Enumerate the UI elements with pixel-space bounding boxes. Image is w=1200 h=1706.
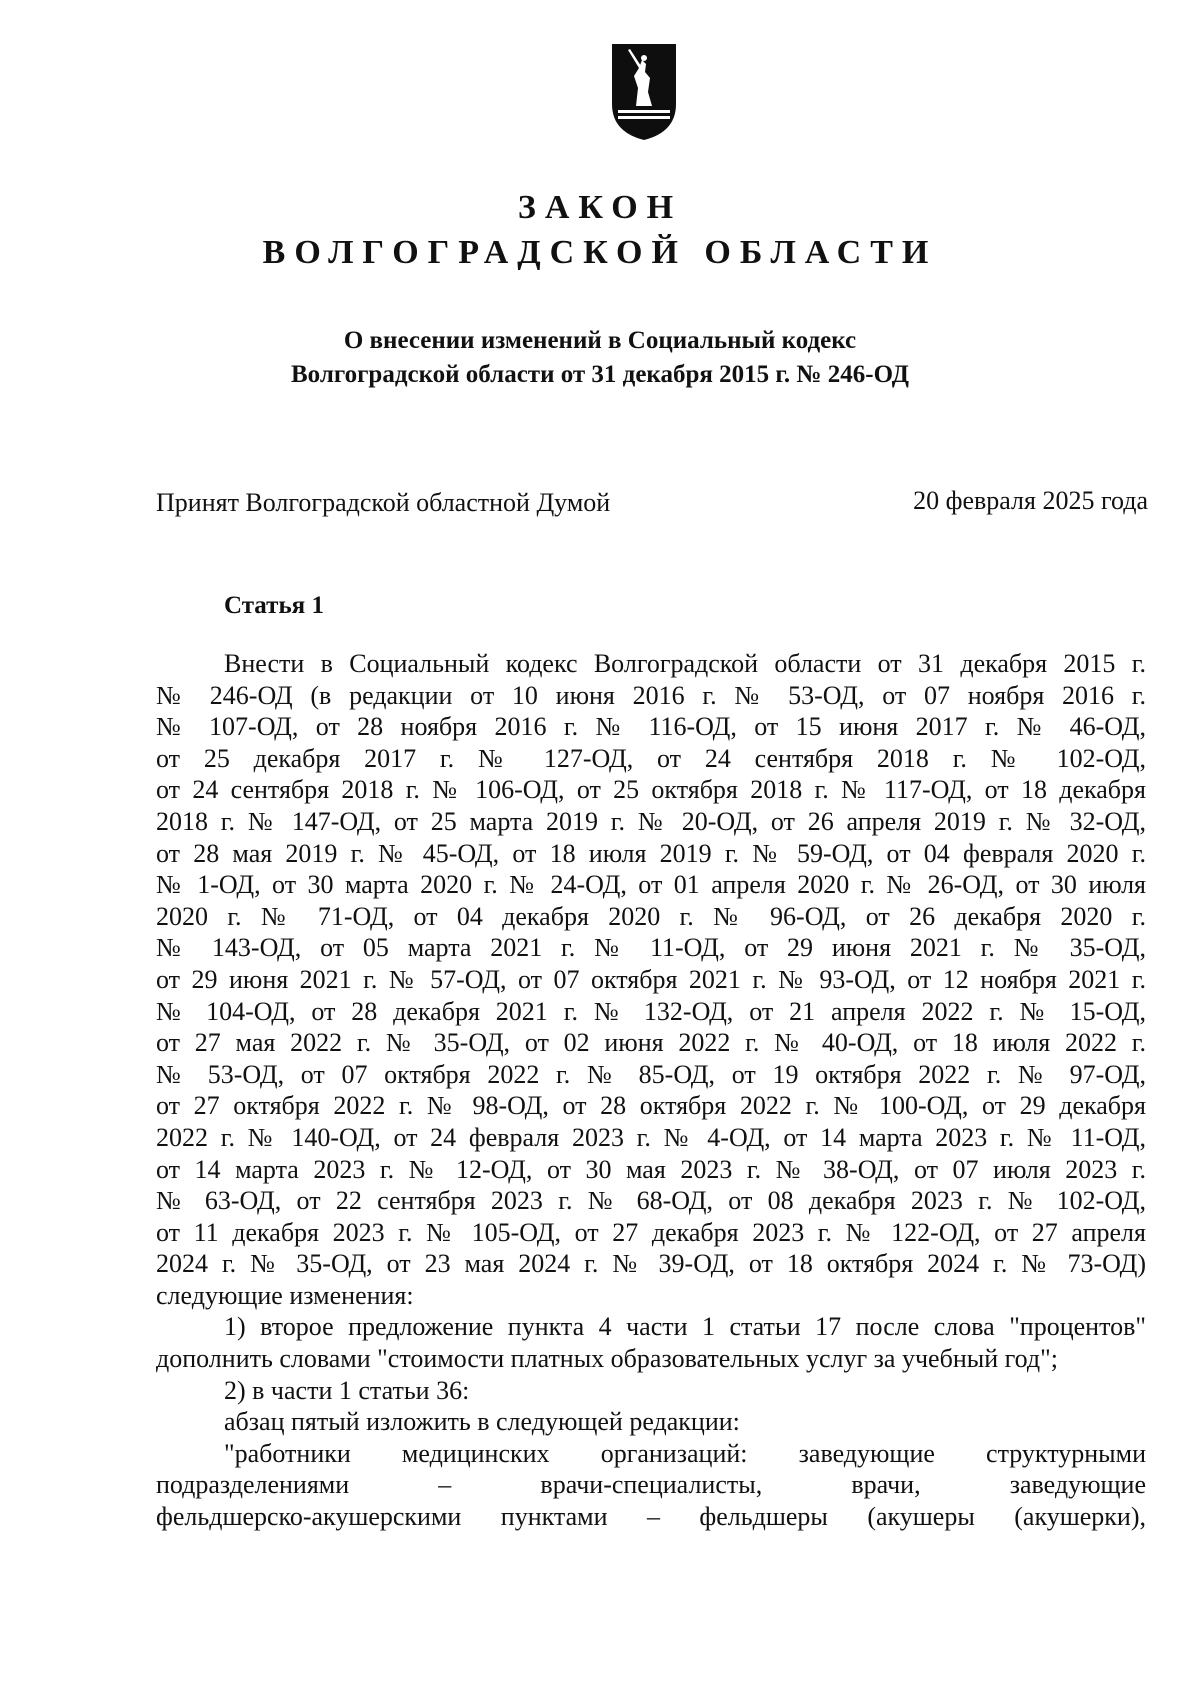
text-line: фельдшерско-акушерскими пунктами – фельдшеры (акушеры (акушерки), — [156, 1502, 1146, 1532]
law-title: ЗАКОН — [517, 189, 683, 226]
adopted-by: Принят Волгоградской областной Думой — [156, 488, 611, 517]
text-line: от 27 мая 2022 г. № 35-ОД, от 02 июня 2022 г. № 40-ОД, от 18 июля 2022 г. — [156, 1028, 1146, 1058]
text-line: следующие изменения: — [156, 1280, 414, 1310]
text-line: Внести в Социальный кодекс Волгоградской области от 31 декабря 2015 г. — [224, 649, 1146, 678]
text-line: подразделениями – врачи-специалисты, врачи, заведующие — [156, 1470, 1146, 1500]
text-line: № 143-ОД, от 05 марта 2021 г. № 11-ОД, от 29 июня 2021 г. № 35-ОД, — [156, 933, 1146, 963]
text-line: № 246-ОД (в редакции от 10 июня 2016 г. № 53-ОД, от 07 ноября 2016 г. — [156, 680, 1146, 710]
text-line: 1) второе предложение пункта 4 части 1 статьи 17 после слова "процентов" — [224, 1312, 1146, 1342]
text-line: 2020 г. № 71-ОД, от 04 декабря 2020 г. № 96-ОД, от 26 декабря 2020 г. — [156, 901, 1146, 931]
text-line: "работники медицинских организаций: заведующие структурными — [224, 1438, 1146, 1468]
text-line: 2) в части 1 статьи 36: — [224, 1375, 470, 1405]
text-line: № 107-ОД, от 28 ноября 2016 г. № 116-ОД, от 15 июня 2017 г. № 46-ОД, — [156, 712, 1146, 742]
adoption-date: 20 февраля 2025 года — [913, 486, 1148, 515]
text-line: от 29 июня 2021 г. № 57-ОД, от 07 октября 2021 г. № 93-ОД, от 12 ноября 2021 г. — [156, 964, 1146, 994]
article-heading: Статья 1 — [224, 592, 324, 619]
law-subject-line: О внесении изменений в Социальный кодекс — [343, 327, 857, 354]
text-line: № 53-ОД, от 07 октября 2022 г. № 85-ОД, от 19 октября 2022 г. № 97-ОД, — [156, 1059, 1146, 1089]
text-line: № 63-ОД, от 22 сентября 2023 г. № 68-ОД, от 08 декабря 2023 г. № 102-ОД, — [156, 1186, 1146, 1216]
text-line: 2024 г. № 35-ОД, от 23 мая 2024 г. № 39-ОД, от 18 октября 2024 г. № 73-ОД) — [156, 1249, 1146, 1279]
text-line: № 104-ОД, от 28 декабря 2021 г. № 132-ОД, от 21 апреля 2022 г. № 15-ОД, — [156, 996, 1146, 1026]
article-body — [156, 648, 1146, 1533]
coat-of-arms-icon — [608, 40, 680, 144]
text-line: от 24 сентября 2018 г. № 106-ОД, от 25 октября 2018 г. № 117-ОД, от 18 декабря — [156, 775, 1146, 805]
text-line: от 11 декабря 2023 г. № 105-ОД, от 27 декабря 2023 г. № 122-ОД, от 27 апреля — [156, 1217, 1146, 1247]
law-subject-line: Волгоградской области от 31 декабря 2015 г. № 246-ОД — [290, 361, 910, 388]
law-region-title: ВОЛГОГРАДСКОЙ ОБЛАСТИ — [262, 234, 938, 271]
text-line: от 27 октября 2022 г. № 98-ОД, от 28 октября 2022 г. № 100-ОД, от 29 декабря — [156, 1091, 1146, 1121]
text-line: от 14 марта 2023 г. № 12-ОД, от 30 мая 2023 г. № 38-ОД, от 07 июля 2023 г. — [156, 1154, 1146, 1184]
text-line: 2018 г. № 147-ОД, от 25 марта 2019 г. № 20-ОД, от 26 апреля 2019 г. № 32-ОД, — [156, 806, 1146, 836]
text-line: № 1-ОД, от 30 марта 2020 г. № 24-ОД, от 01 апреля 2020 г. № 26-ОД, от 30 июля — [156, 870, 1146, 900]
text-line: абзац пятый изложить в следующей редакции: — [224, 1407, 740, 1437]
text-line: 2022 г. № 140-ОД, от 24 февраля 2023 г. № 4-ОД, от 14 марта 2023 г. № 11-ОД, — [156, 1122, 1146, 1152]
law-subject — [0, 324, 1200, 392]
text-line: дополнить словами "стоимости платных образовательных услуг за учебный год"; — [156, 1344, 1058, 1374]
text-line: от 28 мая 2019 г. № 45-ОД, от 18 июля 2019 г. № 59-ОД, от 04 февраля 2020 г. — [156, 838, 1146, 868]
text-line: от 25 декабря 2017 г. № 127-ОД, от 24 сентября 2018 г. № 102-ОД, — [156, 743, 1146, 773]
